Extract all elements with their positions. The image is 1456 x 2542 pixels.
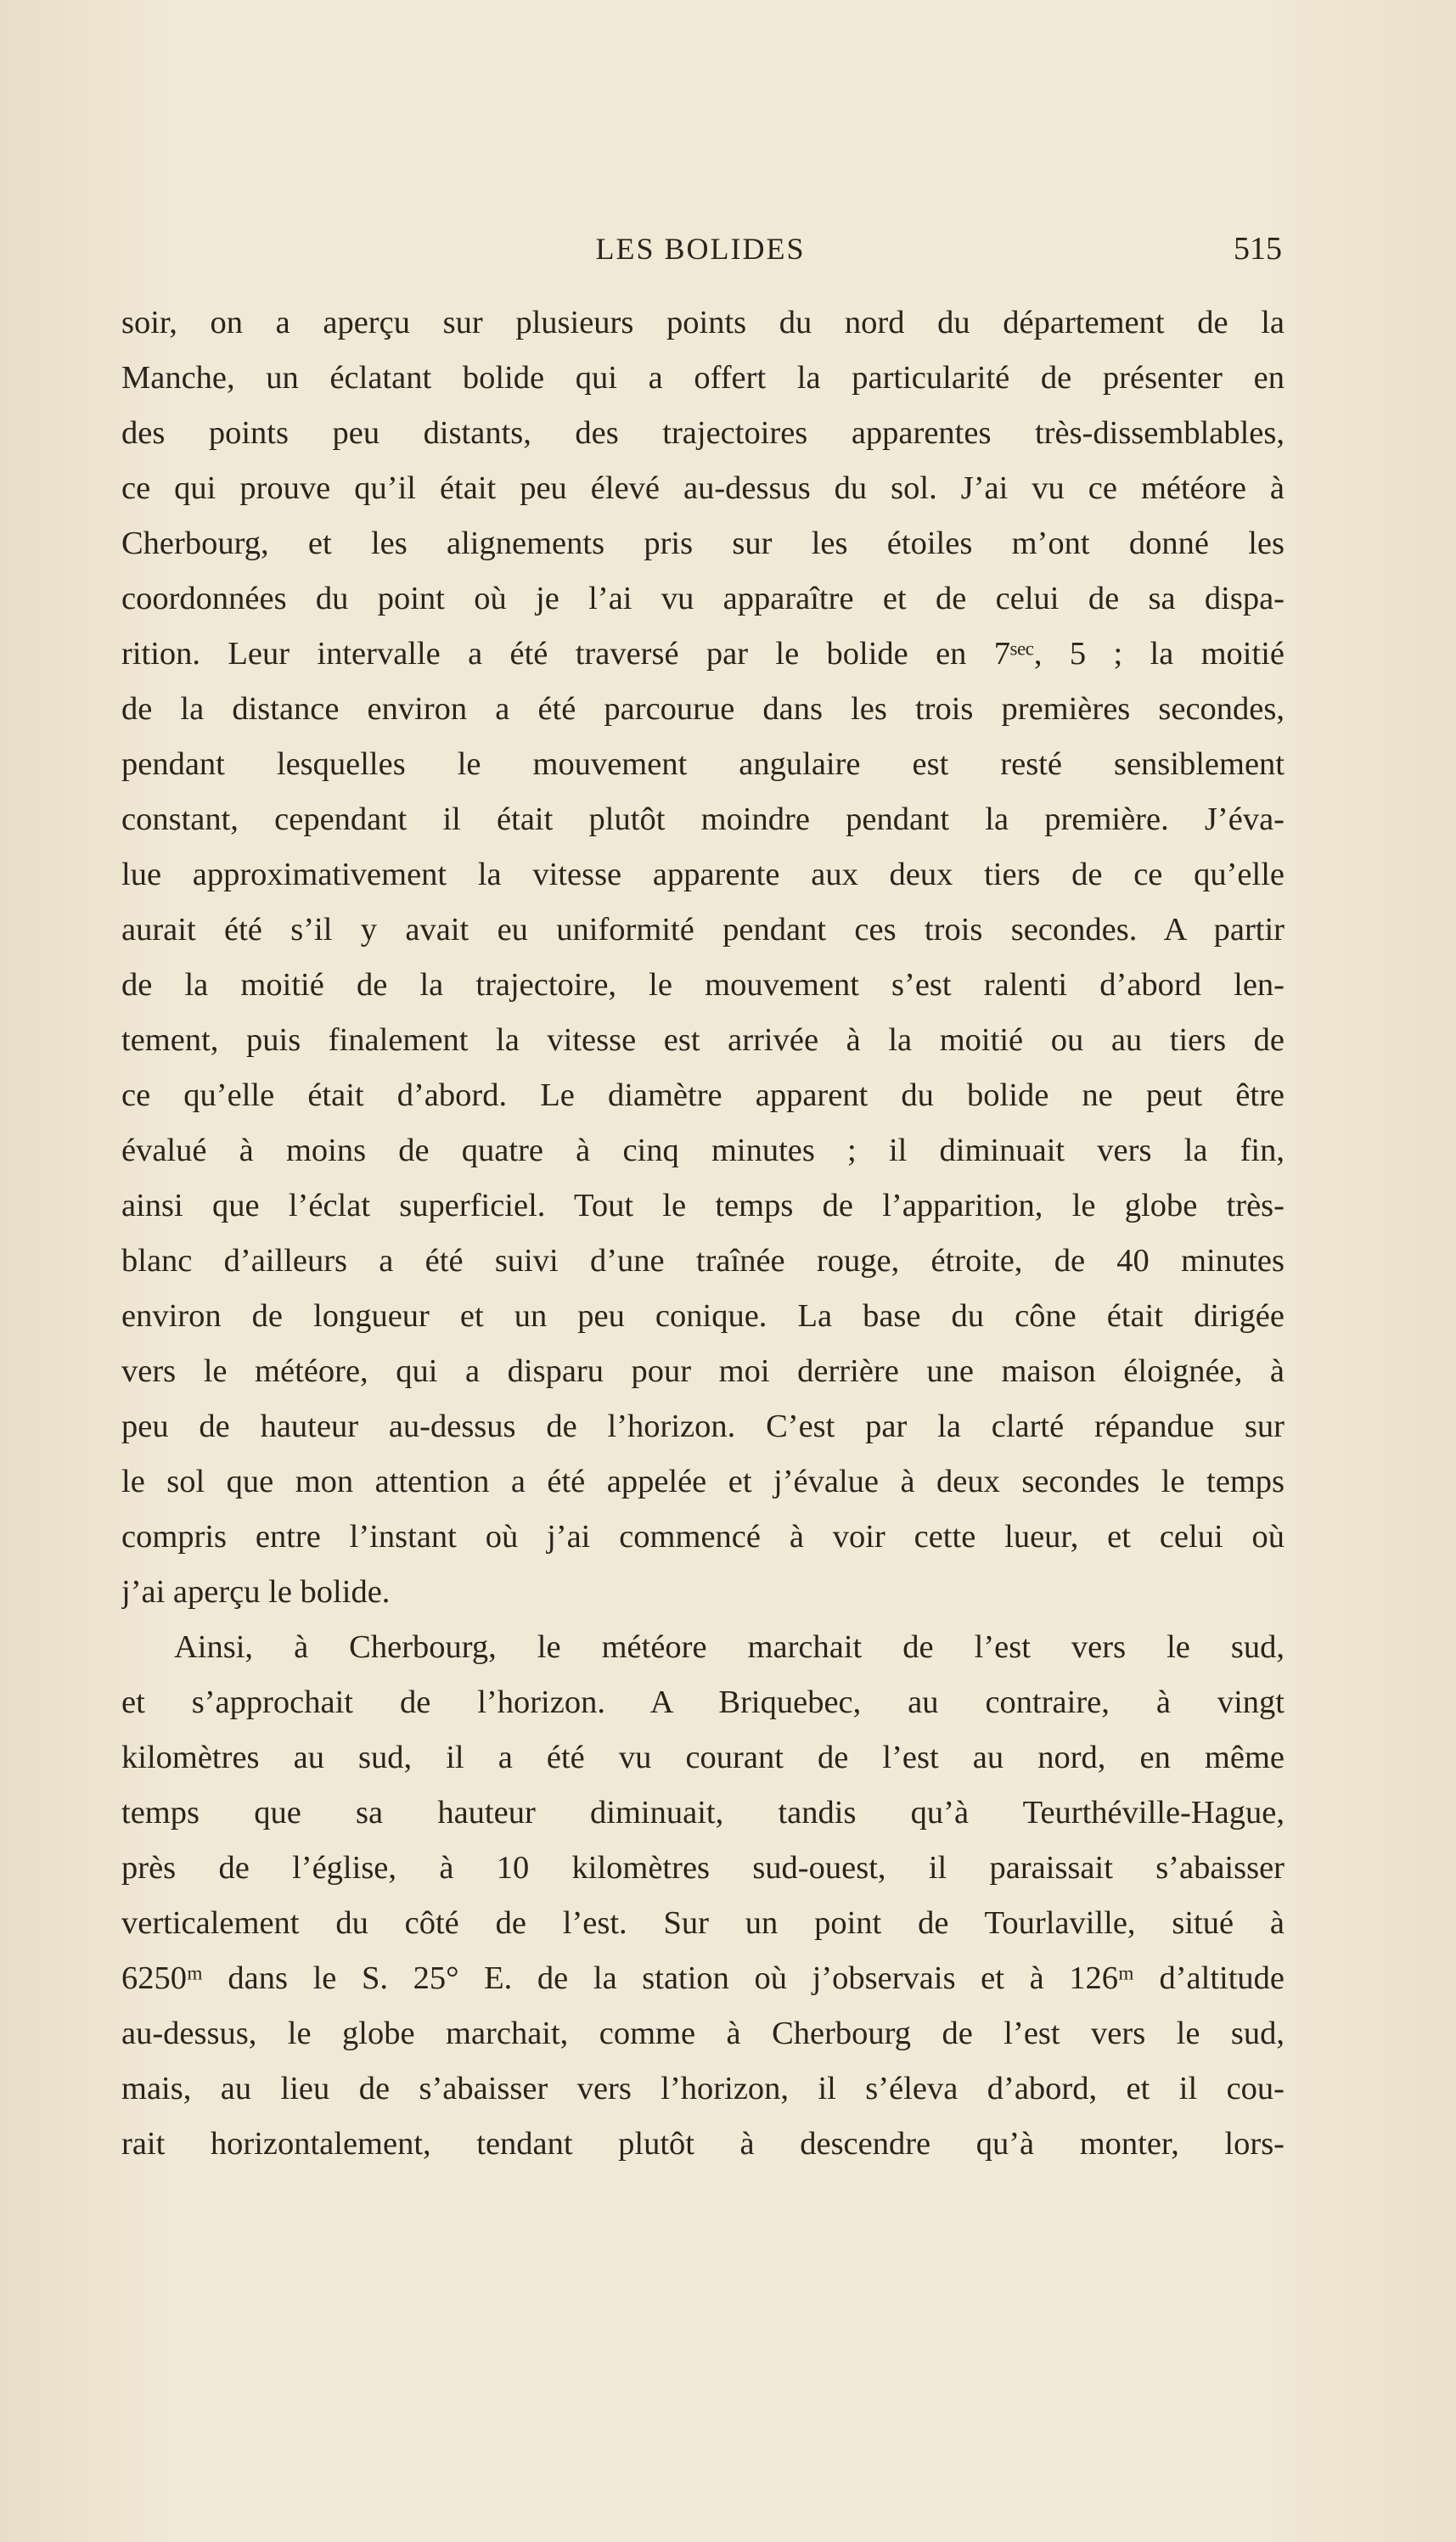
text-line: pendant lesquelles le mouvement angulaire est resté sensiblement (121, 746, 1285, 782)
text-line: soir, on a aperçu sur plusieurs points du nord du département de la (121, 305, 1285, 340)
text-line: Manche, un éclatant bolide qui a offert la particularité de présenter en (121, 360, 1285, 396)
text-line: 6250ᵐ dans le S. 25° E. de la station où j’observais et à 126ᵐ d’altitude (121, 1960, 1285, 1996)
text-line: au-dessus, le globe marchait, comme à Cherbourg de l’est vers le sud, (121, 2016, 1285, 2051)
text-line: le sol que mon attention a été appelée et j’évalue à deux secondes le temps (121, 1464, 1285, 1499)
text-line: kilomètres au sud, il a été vu courant de l’est au nord, en même (121, 1740, 1285, 1775)
text-line: verticalement du côté de l’est. Sur un point de Tourlaville, situé à (121, 1905, 1285, 1941)
text-line: ainsi que l’éclat superficiel. Tout le temps de l’apparition, le globe très- (121, 1188, 1285, 1223)
text-line: évalué à moins de quatre à cinq minutes ; il diminuait vers la fin, (121, 1133, 1285, 1168)
text-line: j’ai aperçu le bolide. (121, 1574, 391, 1610)
page-number: 515 (1234, 231, 1282, 267)
running-title: LES BOLIDES (595, 232, 806, 266)
text-line: constant, cependant il était plutôt moindre pendant la première. J’éva- (121, 801, 1285, 837)
text-line: compris entre l’instant où j’ai commencé à voir cette lueur, et celui où (121, 1519, 1285, 1555)
text-line: de la distance environ a été parcourue dans les trois premières secondes, (121, 691, 1285, 727)
text-line: temps que sa hauteur diminuait, tandis qu’à Teurthéville-Hague, (121, 1795, 1285, 1831)
text-line: rition. Leur intervalle a été traversé par le bolide en 7ˢᵉᶜ, 5 ; la moitié (121, 636, 1285, 672)
text-line: des points peu distants, des trajectoires apparentes très-dissemblables, (121, 415, 1285, 451)
text-line: blanc d’ailleurs a été suivi d’une traînée rouge, étroite, de 40 minutes (121, 1243, 1285, 1279)
text-line: rait horizontalement, tendant plutôt à descendre qu’à monter, lors- (121, 2126, 1285, 2162)
body-text (121, 295, 1285, 2172)
text-line: aurait été s’il y avait eu uniformité pendant ces trois secondes. A partir (121, 912, 1285, 948)
text-line: lue approximativement la vitesse apparente aux deux tiers de ce qu’elle (121, 857, 1285, 892)
text-line: vers le météore, qui a disparu pour moi derrière une maison éloignée, à (121, 1353, 1285, 1389)
text-line: de la moitié de la trajectoire, le mouvement s’est ralenti d’abord len- (121, 967, 1285, 1003)
text-line: et s’approchait de l’horizon. A Briquebec, au contraire, à vingt (121, 1684, 1285, 1720)
text-line: mais, au lieu de s’abaisser vers l’horizon, il s’éleva d’abord, et il cou- (121, 2071, 1285, 2106)
text-line: ce qui prouve qu’il était peu élevé au-dessus du sol. J’ai vu ce météore à (121, 470, 1285, 506)
page-header (119, 228, 1282, 270)
text-line: tement, puis finalement la vitesse est arrivée à la moitié ou au tiers de (121, 1022, 1285, 1058)
text-line: peu de hauteur au-dessus de l’horizon. C’est par la clarté répandue sur (121, 1409, 1285, 1444)
text-line: ce qu’elle était d’abord. Le diamètre apparent du bolide ne peut être (121, 1077, 1285, 1113)
text-line: Cherbourg, et les alignements pris sur les étoiles m’ont donné les (121, 526, 1285, 561)
text-line: coordonnées du point où je l’ai vu apparaître et de celui de sa dispa- (121, 581, 1285, 616)
text-line: Ainsi, à Cherbourg, le météore marchait de l’est vers le sud, (174, 1629, 1285, 1665)
text-line: environ de longueur et un peu conique. La base du cône était dirigée (121, 1298, 1285, 1334)
text-line: près de l’église, à 10 kilomètres sud-ouest, il paraissait s’abaisser (121, 1850, 1285, 1886)
